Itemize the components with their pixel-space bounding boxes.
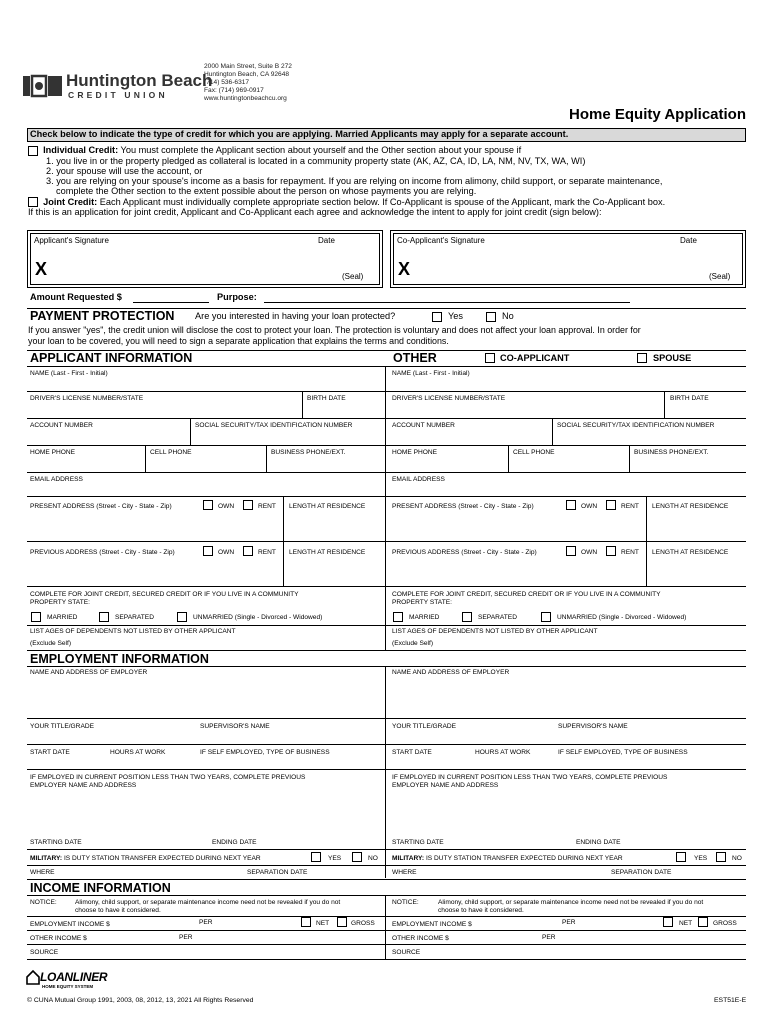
other-dl-field[interactable]: DRIVER'S LICENSE NUMBER/STATE [392,395,506,402]
other-previous-length[interactable]: LENGTH AT RESIDENCE [652,549,729,556]
applicant-married-checkbox[interactable] [31,612,41,622]
applicant-other-per[interactable]: PER [179,934,193,941]
applicant-supervisor[interactable]: SUPERVISOR'S NAME [200,723,270,730]
joint-credit-checkbox[interactable] [28,197,38,207]
other-gross-checkbox[interactable] [698,917,708,927]
applicant-source[interactable]: SOURCE [30,949,59,956]
other-present-own-checkbox[interactable] [566,500,576,510]
other-net-checkbox[interactable] [663,917,673,927]
applicant-dl-field[interactable]: DRIVER'S LICENSE NUMBER/STATE [30,395,144,402]
protection-no-checkbox[interactable] [486,312,496,322]
applicant-start-date[interactable]: START DATE [30,749,70,756]
applicant-income-per[interactable]: PER [199,919,213,926]
purpose-label: Purpose: [217,292,257,302]
other-previous-own-checkbox[interactable] [566,546,576,556]
address-block: 2000 Main Street, Suite B 272 Huntington Beach, CA 92648 (714) 536-6317 Fax: (714) 969-0917 www.huntingtonbeachcu.org [204,63,292,102]
form-title: Home Equity Application [569,106,746,123]
applicant-separated-checkbox[interactable] [99,612,109,622]
income-title: INCOME INFORMATION [30,881,171,895]
other-email[interactable]: EMAIL ADDRESS [392,476,445,483]
purpose-input[interactable] [264,302,630,303]
applicant-starting-date[interactable]: STARTING DATE [30,839,82,846]
other-self-employed[interactable]: IF SELF EMPLOYED, TYPE OF BUSINESS [558,749,688,756]
applicant-birth-field[interactable]: BIRTH DATE [307,395,346,402]
applicant-other-income[interactable]: OTHER INCOME $ [30,935,87,942]
coapplicant-signature-box[interactable]: Co-Applicant's Signature Date X (Seal) [390,230,746,288]
applicant-gross-checkbox[interactable] [337,917,347,927]
other-dependents[interactable]: LIST AGES OF DEPENDENTS NOT LISTED BY OTHER APPLICANT [392,628,598,635]
other-title: OTHER [393,351,437,365]
protection-text: If you answer "yes", the credit union will disclose the cost to protect your loan. The protection is voluntary and does not affect your loan approval. In order for your loan to be covered, you will need to sign a separate application that explains the terms and conditions. [28,325,641,346]
applicant-business-phone[interactable]: BUSINESS PHONE/EXT. [271,449,346,456]
other-start-date[interactable]: START DATE [392,749,432,756]
applicant-separation-date[interactable]: SEPARATION DATE [247,869,308,876]
applicant-military-yes-checkbox[interactable] [311,852,321,862]
applicant-previous-own-checkbox[interactable] [203,546,213,556]
other-business-phone[interactable]: BUSINESS PHONE/EXT. [634,449,709,456]
applicant-military: MILITARY: IS DUTY STATION TRANSFER EXPECTED DURING NEXT YEAR [30,855,261,862]
other-present-address[interactable]: PRESENT ADDRESS (Street - City - State - Zip) [392,503,534,510]
other-previous-address[interactable]: PREVIOUS ADDRESS (Street - City - State - Zip) [392,549,537,556]
other-military-no-checkbox[interactable] [716,852,726,862]
individual-credit-checkbox[interactable] [28,146,38,156]
other-cell-phone[interactable]: CELL PHONE [513,449,555,456]
other-married-checkbox[interactable] [393,612,403,622]
amount-label: Amount Requested $ [30,292,122,302]
applicant-present-rent-checkbox[interactable] [243,500,253,510]
other-title-grade[interactable]: YOUR TITLE/GRADE [392,723,456,730]
applicant-info-title: APPLICANT INFORMATION [30,351,193,365]
applicant-ssn-field[interactable]: SOCIAL SECURITY/TAX IDENTIFICATION NUMBER [195,422,353,429]
other-income-notice: Alimony, child support, or separate maintenance income need not be revealed if you do not choose to have it considered. [438,899,704,914]
applicant-unmarried-checkbox[interactable] [177,612,187,622]
applicant-home-phone[interactable]: HOME PHONE [30,449,76,456]
applicant-where[interactable]: WHERE [30,869,55,876]
other-separation-date[interactable]: SEPARATION DATE [611,869,672,876]
applicant-name-field[interactable]: NAME (Last - First - Initial) [30,370,108,377]
amount-input[interactable] [133,302,209,303]
applicant-account-field[interactable]: ACCOUNT NUMBER [30,422,93,429]
spouse-checkbox[interactable] [637,353,647,363]
applicant-previous-employer[interactable]: IF EMPLOYED IN CURRENT POSITION LESS THAN TWO YEARS, COMPLETE PREVIOUS EMPLOYER NAME AND ADDRESS [30,774,306,789]
other-separated-checkbox[interactable] [462,612,472,622]
loanliner-logo: LOANLINER HOME EQUITY SYSTEM [26,969,106,991]
other-previous-rent-checkbox[interactable] [606,546,616,556]
credit-instruction: Check below to indicate the type of credit for which you are applying. Married Applicants may apply for a separate account. [30,129,569,139]
applicant-present-length[interactable]: LENGTH AT RESIDENCE [289,503,366,510]
other-present-length[interactable]: LENGTH AT RESIDENCE [652,503,729,510]
other-other-income[interactable]: OTHER INCOME $ [392,935,449,942]
other-source[interactable]: SOURCE [392,949,421,956]
credit-union-logo [22,73,64,99]
other-employer[interactable]: NAME AND ADDRESS OF EMPLOYER [392,669,510,676]
other-community-text: COMPLETE FOR JOINT CREDIT, SECURED CREDIT OR IF YOU LIVE IN A COMMUNITY PROPERTY STATE: [392,591,661,606]
form-code: EST51E-E [714,997,747,1004]
other-starting-date[interactable]: STARTING DATE [392,839,444,846]
brand-sub: CREDIT UNION [68,90,168,100]
protection-yes-checkbox[interactable] [432,312,442,322]
applicant-previous-address[interactable]: PREVIOUS ADDRESS (Street - City - State - Zip) [30,549,175,556]
brand-name: Huntington Beach [66,71,213,90]
applicant-net-checkbox[interactable] [301,917,311,927]
co-applicant-checkbox[interactable] [485,353,495,363]
other-military: MILITARY: IS DUTY STATION TRANSFER EXPECTED DURING NEXT YEAR [392,855,623,862]
other-home-phone[interactable]: HOME PHONE [392,449,438,456]
applicant-title-grade[interactable]: YOUR TITLE/GRADE [30,723,94,730]
payment-protection-title: PAYMENT PROTECTION [30,309,175,323]
applicant-previous-length[interactable]: LENGTH AT RESIDENCE [289,549,366,556]
applicant-income-notice: Alimony, child support, or separate maintenance income need not be revealed if you do not choose to have it considered. [75,899,341,914]
applicant-employer[interactable]: NAME AND ADDRESS OF EMPLOYER [30,669,148,676]
applicant-community-text: COMPLETE FOR JOINT CREDIT, SECURED CREDIT OR IF YOU LIVE IN A COMMUNITY PROPERTY STATE: [30,591,299,606]
other-income-per[interactable]: PER [562,919,576,926]
other-account-field[interactable]: ACCOUNT NUMBER [392,422,455,429]
applicant-ending-date[interactable]: ENDING DATE [212,839,257,846]
protection-question: Are you interested in having your loan protected? [195,311,396,321]
applicant-dependents[interactable]: LIST AGES OF DEPENDENTS NOT LISTED BY OTHER APPLICANT [30,628,236,635]
credit-type-section: Individual Credit: You must complete the Applicant section about yourself and the Other section about your spouse if 1. you live in or the property pledged as collateral is located in a community property state (AK, AZ, CA, ID, LA, NM, NV, TX, WA, WI) 2. your spouse will use the account, or 3. you are relying on your spouse's income as a basis for repayment. If you are relying on income from alimony, child support, or separate maintenance, complete the Other section to the extent possible about the person on whose payments you are relying. Joint Credit: Each Applicant must individually complete appropriate section below. If Co-Applicant is spouse of the Applicant, mark the Co-Applicant box. If this is an application for joint credit, Applicant and Co-Applicant each agree and acknowledge the intent to apply for joint credit (sign below): [28,145,666,218]
applicant-previous-rent-checkbox[interactable] [243,546,253,556]
other-ending-date[interactable]: ENDING DATE [576,839,621,846]
applicant-email[interactable]: EMAIL ADDRESS [30,476,83,483]
other-previous-employer[interactable]: IF EMPLOYED IN CURRENT POSITION LESS THAN TWO YEARS, COMPLETE PREVIOUS EMPLOYER NAME AND ADDRESS [392,774,668,789]
applicant-self-employed[interactable]: IF SELF EMPLOYED, TYPE OF BUSINESS [200,749,330,756]
applicant-military-no-checkbox[interactable] [352,852,362,862]
other-other-per[interactable]: PER [542,934,556,941]
other-hours[interactable]: HOURS AT WORK [475,749,531,756]
employment-title: EMPLOYMENT INFORMATION [30,652,209,666]
applicant-signature-box[interactable]: Applicant's Signature Date X (Seal) [27,230,383,288]
applicant-present-address[interactable]: PRESENT ADDRESS (Street - City - State - Zip) [30,503,172,510]
applicant-cell-phone[interactable]: CELL PHONE [150,449,192,456]
other-ssn-field[interactable]: SOCIAL SECURITY/TAX IDENTIFICATION NUMBER [557,422,715,429]
other-military-yes-checkbox[interactable] [676,852,686,862]
other-employment-income[interactable]: EMPLOYMENT INCOME $ [392,921,472,928]
copyright-text: © CUNA Mutual Group 1991, 2003, 08, 2012, 13, 2021 All Rights Reserved [27,997,254,1004]
other-supervisor[interactable]: SUPERVISOR'S NAME [558,723,628,730]
applicant-employment-income[interactable]: EMPLOYMENT INCOME $ [30,921,110,928]
other-where[interactable]: WHERE [392,869,417,876]
other-birth-field[interactable]: BIRTH DATE [670,395,709,402]
other-unmarried-checkbox[interactable] [541,612,551,622]
other-present-rent-checkbox[interactable] [606,500,616,510]
other-name-field[interactable]: NAME (Last - First - Initial) [392,370,470,377]
applicant-hours[interactable]: HOURS AT WORK [110,749,166,756]
applicant-present-own-checkbox[interactable] [203,500,213,510]
